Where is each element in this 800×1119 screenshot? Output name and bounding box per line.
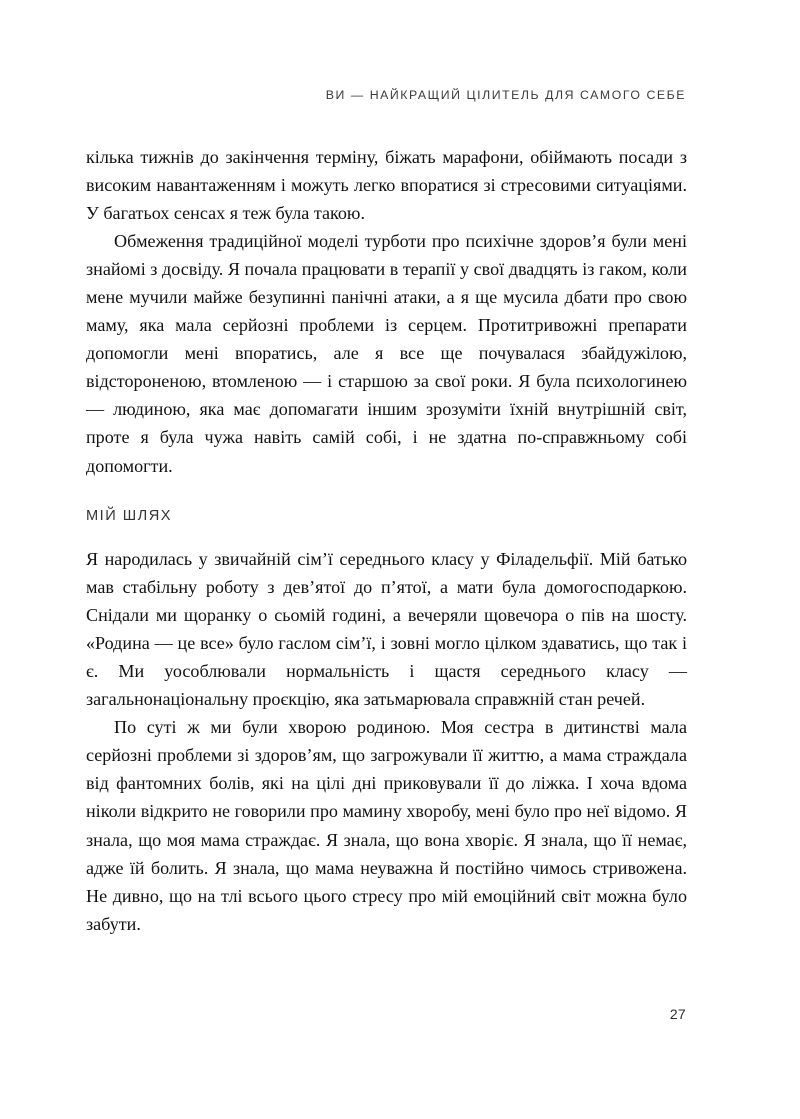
running-head: ВИ — НАЙКРАЩИЙ ЦІЛИТЕЛЬ ДЛЯ САМОГО СЕБЕ [325, 88, 686, 102]
paragraph: Обмеження традиційної моделі турботи про психічне здоров’я були мені знайомі з досвіду. Я почала працювати в терапії у свої двадцять із гаком, коли мене мучили майже безупинні панічні атаки, а я ще мусила дбати про свою маму, яка мала серйозні проблеми із серцем. Протитривожні препарати допомогли мені впоратись, але я все ще почувалася збайдужілою, відстороненою, втомленою — і старшою за свої роки. Я була психологинею — людиною, яка має допомагати іншим зрозуміти їхній внутрішній світ, проте я була чужа навіть самій собі, і не здатна по-справжньому собі допомогти. [86, 231, 687, 476]
paragraph: По суті ж ми були хворою родиною. Моя сестра в дитинстві мала серйозні проблеми зі здоров’ям, що загрожували її життю, а мама страждала від фантомних болів, які на цілі дні приковували її до ліжка. І хоча вдома ніколи відкрито не говорили про мамину хворобу, мені було про неї відомо. Я знала, що моя мама страждає. Я знала, що вона хворіє. Я знала, що її немає, адже їй болить. Я знала, що мама неуважна й постійно чимось стривожена. Не дивно, що на тлі всього цього стресу про мій емоційний світ можна було забути. [86, 717, 687, 934]
paragraph-continued: кілька тижнів до закінчення терміну, біжать марафони, обіймають посади з високим навантаженням і можуть легко впоратися зі стресовими ситуаціями. У багатьох сенсах я теж була такою. [86, 147, 687, 224]
section-heading: МІЙ ШЛЯХ [86, 507, 172, 524]
paragraph: Я народилась у звичайній сім’ї середнього класу у Філадельфії. Мій батько мав стабільну роботу з дев’ятої до п’ятої, а мати була домогосподаркою. Снідали ми щоранку о сьомій годині, а вечеряли щовечора о пів на шосту. «Родина — це все» було гаслом сім’ї, і зовні могло цілком здаватись, що так і є. Ми уособлювали нормальність і щастя середнього класу — загальнонаціональну проєкцію, яка затьмарювала справжній стан речей. [86, 549, 687, 710]
page-number: 27 [669, 1006, 686, 1022]
page-body [86, 143, 687, 938]
